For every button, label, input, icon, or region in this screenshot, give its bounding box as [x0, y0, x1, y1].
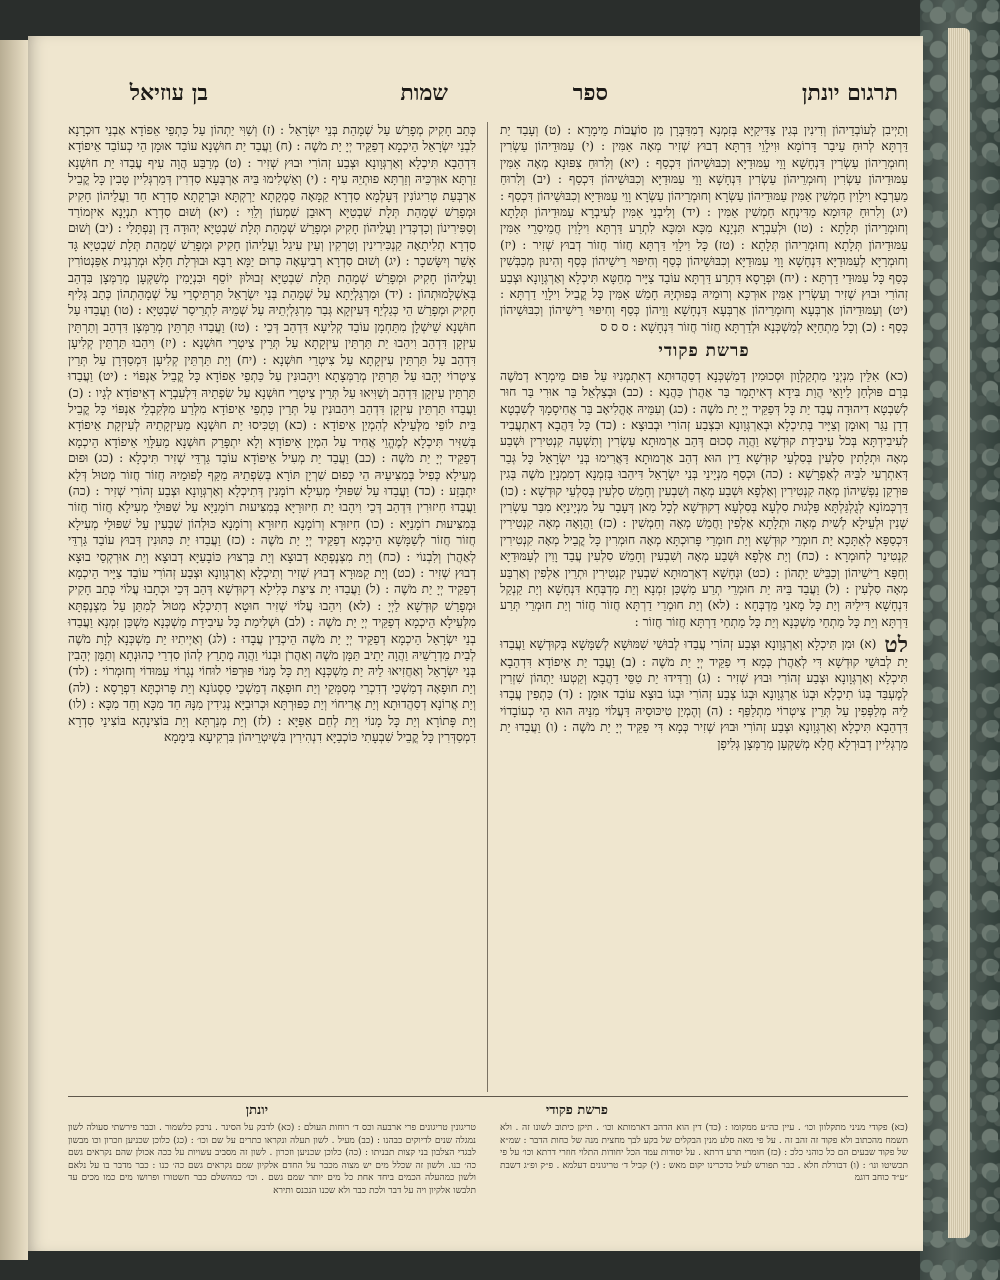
left-page-gutter: [0, 40, 28, 1260]
footnote-label-yonatan: יונתן: [245, 1103, 268, 1118]
footnote-rule: [68, 1096, 908, 1097]
running-header: [68, 76, 908, 118]
page-edges: [948, 28, 970, 1238]
header-title-sefer: ספר: [572, 80, 608, 106]
chapter-number-mark: לט: [884, 632, 908, 659]
text-column-right: [500, 122, 908, 752]
column-divider: [487, 122, 488, 1092]
section-title-pekudei: פרשת פקודי: [658, 341, 750, 362]
header-title-targum-yonatan: תרגום יונתן: [801, 80, 898, 106]
footnote-label-pekudei: פרשת פקודי: [545, 1103, 608, 1118]
paragraph-right-1: וְתַיְיבִן לְעוֹבְדֵיהוֹן וְדִינִין בְּגִין צַדִּיקַיָּא בְּזִמְנָא דְמִדַּבְּרָן מִן סוֹעֲבוֹת מֵימָרָא : (ט) וְעָבַד יַת דַּרְתָּא לְרוּחַ עֵיבַר דָּרוֹמָא וּוִילָוֵי דַּרְתָּא דְבוּץ שְׁזִיר מְאָה אַמִּין : (י) עַמּוּדֵיהוֹן עַשְׂרִין וְחוּמְרֵיהוֹן עַשְׂרִין דִּנְחָשָׁא וָוֵי עַמּוּדַיָּא וְכִבּוּשֵׁיהוֹן דִּכְסַף : (יא) וְלִרוּחַ צִפּוּנָא מְאָה אַמִּין עַמּוּדֵיהוֹן עַשְׂרִין וְחוּמְרֵיהוֹן עַשְׂרִין דִּנְחָשָׁא וָוֵי עַמּוּדַיָּא וְכִבּוּשֵׁיהוֹן דִּכְסַף : (יב) וְלִרוּחַ מַעַרְבָא וִילָוִין חַמְשִׁין אַמִּין עַמּוּדֵיהוֹן עַשְׂרָא וְחוּמְרֵיהוֹן עַשְׂרָא וָוֵי עַמּוּדַיָּא וְכִבּוּשֵׁיהוֹן דִּכְסַף : (יג) וְלִרוּחַ קִדּוּמָא מַדִּינְחָא חַמְשִׁין אַמִּין : (יד) וְלִיבְנֵי אַמִּין לְעִיבְרָא עַמּוּדֵיהוֹן תְּלָתָא וְחוּמְרֵיהוֹן תְּלָתָא : (טו) וּלְעִבְרָא תִּנְיָנָא מִכָּא וּמִכָּא לִתְרַע דַּרְתָּא וִילָוִין חֲמֵיסַרֵי אַמִּין עַמּוּדֵיהוֹן תְּלָתָא וְחוּמְרֵיהוֹן תְּלָתָא : (טז) כָּל וִילָוֵי דַּרְתָּא חֲזוֹר חֲזוֹר דְבוּץ שְׁזִיר : (יז) וְחוּמְרַיָּא לְעַמּוּדַיָּא דִּנְחָשָׁא וָוֵי עַמּוּדַיָּא וְכִבּוּשֵׁיהוֹן כְּסַף וְחִיפּוּי רֵישֵׁיהוֹן כְּסַף וְהִינוּן מְכַבְּשִׁין כְּסַף כָּל עַמּוּדֵי דַרְתָּא : (יח) וּפְרָסָא דִּתְרַע דַּרְתָּא עוֹבַד צַיָּיר מְחַטָּא תִּיכְלָא וְאַרְגְּוָונָא וּצְבַע זְהוֹרִי וּבוּץ שְׁזִיר וְעַשְׂרִין אַמִּין אוּרְכָּא וְרוּמֵיהּ בְּפוּתְיָהּ חָמֵשׁ אַמִּין כָּל קֳבֵיל וִילָוֵי דַרְתָּא : (יט) וְעַמּוּדֵיהוֹן אַרְבְּעָא וְחוּמְרֵיהוֹן אַרְבְּעָא דִּנְחָשָׁא וָוֵיהוֹן כְּסַף וְחִיפּוּי רֵישֵׁיהוֹן וְכִבּוּשֵׁיהוֹן כְּסַף : (כ) וְכָל מַתְחַיָּא לְמַשְׁכְּנָא וּלְדַרְתָּא חֲזוֹר חֲזוֹר דִּנְחָשָׁא : ס ס ס: [500, 123, 908, 334]
paragraph-left-1: כְּתַב חָקִיק מְפָרַשׁ עַל שְׁמָהַת בְּנֵי יִשְׂרָאֵל : (ז) וְשַׁוִּי יַתְהוֹן עַל כַּתְפֵי אֵפוֹדָא אַבְנֵי דוּכְרָנָא לִבְנֵי יִשְׂרָאֵל הֵיכְמָא דְפַקֵּיד יְיָ יַת מֹשֶׁה : (ח) וַעֲבַד יַת חוּשְׁנָא עוֹבַד אוּמָן הֵי כְעוֹבַד אֵיפוֹדָא דִּדְהַבָא תִּיכְלָא וְאַרְגְּוָונָא וּצְבַע זְהוֹרִי וּבוּץ שְׁזִיר : (ט) מְרַבַּע הֲוָה עִיף עֲבַדוּ יַת חוּשְׁנָא זַרְתָּא אוּרְכֵּיהּ וְזַרְתָּא פוּתְיֵהּ עִיף : (י) וְאַשְׁלִימוּ בֵּיהּ אַרְבְּעָא סִדְרִין דְּמַרְגְּלִיין טָבִין כָּל קֳבֵיל אַרְבְּעַת טְרִיגוֹנִין דְּעָלְמָא סִדְרָא קַמָּאָה סַמְקָתָא יַרְקְתָּא וּבַרְקָתָא סִדְרָא חַד וַעֲלֵיהוֹן חָקִיק וּמְפָרַשׁ שְׁמָהַת תְּלָת שִׁבְטַיָּא רְאוּבֵן שִׁמְעוֹן וְלֵוִי : (יא) וְשׁוּם סִדְרָא תִנְיָנָא אִיזְמוֹרַד וְסַפִּירִינוֹן וְכַדְכְּדִין וַעֲלֵיהוֹן חָקִיק וּמְפָרַשׁ שְׁמָהַת תְּלָת שִׁבְטַיָּא יְהוּדָה דָּן וְנַפְתָּלִי : (יב) וְשׁוּם סִדְרָא תְלִיתָאָה קַנְכִּירִינִין וְטַרְקִין וְעֵין עִיגַל וַעֲלֵיהוֹן חָקִיק וּמְפָרַשׁ שְׁמָהַת תְּלָת שִׁבְטַיָּא גָּד אָשֵׁר וְיִשָּׂשכָר : (יג) וְשׁוּם סִדְרָא רְבִיעָאָה כְּרוּם יַמָּא רַבָּא וּבוּרְלָת חַלָּא וּמְרַגְנִית אַפַּנְטוֹרִין וַעֲלֵיהוֹן חָקִיק וּמְפָרַשׁ שְׁמָהַת תְּלָת שִׁבְטַיָּא זְבוּלוּן יוֹסֵף וּבִנְיָמִין מְשַׁקְּעָן מְרַמְּצָן בִּדְהַב בְּאַשְׁלָמוּתְהוֹן : (יד) וּמַרְגָּלְיָתָא עַל שְׁמָהַת בְּנֵי יִשְׂרָאֵל תַּרְתֵּיסְרֵי עַל שְׁמָהַתְהוֹן כְּתַב גְּלִיף חָקִיק וּמְפָרַשׁ הֵי כְּגַלְיֵף דְּעִיזְקָא גְּבַר מַרְגַּלְיְתֵיהּ עַל שְׁמֵיהּ לִתְרֵיסַר שִׁבְטַיָּא : (טו) וַעֲבַדוּ עַל חוּשְׁנָא שֵׁישְׁלָן מִתַּחְמָן עוֹבַד קְלִיעָא דִּדְהַב דְּכֵי : (טז) וַעֲבַדוּ תַּרְתֵּין מְרַמְּצָן דִּדְהַב וְתַרְתֵּין עִיזְקָן דִּדְהַב וִיהַבוּ יַת תַּרְתֵּין עִיזְקָתָא עַל תְּרֵין צִיטְרֵי חוּשְׁנָא : (יז) וִיהַבוּ תַּרְתֵּין קְלִיעָן דִּדְהַב עַל תַּרְתֵּין עִיזְקָתָא עַל צִיטְרֵי חוּשְׁנָא : (יח) וְיַת תַּרְתֵּין קְלִיעָן דִּמְסַדְּרָן עַל תְּרֵין צִיטְרוֹי יְהָבוּ עַל תַּרְתֵּין מְרַמְּצָתָא וִיהָבוּנִין עַל כַּתְפֵי אֵפוֹדָא כָּל קֳבֵיל אַנְפּוֹי : (יט) וַעֲבַדוּ תַּרְתֵּין עִיזְקָן דִּדְהַב וְשַׁוִּיאוּ עַל תְּרֵין צִיטְרֵי חוּשְׁנָא עַל שִׂפְתֵיהּ דִּלְעִבְרָא דְאֵיפוֹדָא לְגָיו : (כ) וַעֲבַדוּ תַּרְתֵּין עִיזְקָן דִּדְהַב וִיהַבוּנִין עַל תְּרֵין כַּתְפֵי אֵיפוֹדָא מִלְּרַע מִלְּקִבְלֵי אַנְפּוֹי כָּל קֳבֵיל בֵּית לוֹפֵי מִלְּעֵילָא לְהִמְיַן אֵיפוֹדָא : (כא) וְטַכִּיסוּ יַת חוּשְׁנָא מֵעִיזְקָתֵיהּ לְעִיזְקָת אֵיפוֹדָא בְּשִׁזִּיר תִּיכְלָא לְמֶהֱוֵי אֲחִיד עַל הִמְיַן אֵיפוֹדָא וְלָא יִתְפָּרַק חוּשְׁנָא מֵעִלָּוֵי אֵיפוֹדָא הֵיכְמָא דְפַקֵּיד יְיָ יַת מֹשֶׁה : (כב) וַעֲבַד יַת מְעִיל אֵיפוֹדָא עוֹבַד גַּרְדֵּי שְׁזִיר תִּיכְלָא : (כג) וּפוּם מְעִילָא כְּפִיל בְּמִצִּיעֵיהּ הֵי כְּפוּם שִׁרְיָן תּוֹרָא בְּשִׂפְתֵיהּ מַקַּף לְפוּמֵיהּ חֲזוֹר חֲזוֹר מְטוּל דְּלָא יִתְבְּזַע : (כד) וַעֲבַדוּ עַל שִׁפּוּלֵי מְעִילָא רוֹמָנִין דְּתִיכְלָא וְאַרְגְּוָונָא וּצְבַע זְהוֹרִי שְׁזִיר : (כה) וַעֲבַדוּ חִיזוּרִין דִּדְהַב דְּכֵי וִיהָבוּ יַת חִיזוּרַיָּא בְּמִצִּיעוּת רוֹמָנַיָּא עַל שִׁפּוּלֵי מְעִילָא חֲזוֹר חֲזוֹר בְּמִצִּיעוּת רוֹמָנַיָּא : (כו) חִיזוּרָא וְרוֹמָנָא חִיזוּרָא וְרוֹמָנָא כּוּלְהוֹן שִׁבְעִין עַל שִׁפּוּלֵי מְעִילָא חֲזוֹר חֲזוֹר לְשַׁמָּשָׁא הֵיכְמָא דְפַקֵּיד יְיָ יַת מֹשֶׁה : (כז) וַעֲבַדוּ יַת כִּתּוּנִין דְּבוּץ עוֹבַד גַּרְדֵּי לְאַהֲרֹן וְלִבְנוֹי : (כח) וְיַת מִצְנֶפְתָּא דְבוּצָא וְיַת בַּרְצוּץ כּוֹבָעַיָּא דְבוּצָא וְיַת אוּרְקְסֵי בוּצָא דְבוּץ שְׁזִיר : (כט) וְיַת קַמּוּרָא דְבוּץ שְׁזִיר וְתִיכְלָא וְאַרְגְּוָונָא וּצְבַע זְהוֹרִי עוֹבַד צַיָּיר הֵיכְמָא דְפַקֵּיד יְיָ יַת מֹשֶׁה : (ל) וַעֲבַדוּ יַת צִיצַת כְּלִילָא דְקוּדְשָׁא דְּהַב דְּכֵי וּכְתָבוּ עֲלוֹי כְּתַב חָקִיק וּמְפָרַשׁ קוּדְשָׁא לַיְיָ : (לא) וִיהַבוּ עֲלוֹי שְׁזִיר חוּטָא דְתִיכְלָא מְטוּל לְמִתַּן עַל מִצְנֶפְתָּא מִלְּעֵילָא הֵיכְמָא דְפַקֵּיד יְיָ יַת מֹשֶׁה : (לב) וּשְׁלִימַת כָּל עִיבִידַת מַשְׁכְּנָא מַשְׁכַּן זִמְנָא וַעֲבַדוּ בְנֵי יִשְׂרָאֵל הֵיכְמָא דְפַקֵּיד יְיָ יַת מֹשֶׁה הֵיכְדֵין עֲבָדוּ : (לג) וְאַיְיתִיוּ יַת מַשְׁכְּנָא לְוָת מֹשֶׁה לְבֵית מֵדְרָשֵׁיהּ וַהֲוָה יָתֵיב תַּמָּן מֹשֶׁה וְאַהֲרֹן וּבְנוֹי וַהֲוָה מְתָרֵץ לְהוֹן סִדְרֵי כְהוּנְתָא וְתַמָּן יְהָבִין בְּנֵי יִשְׂרָאֵל וְאַחֲזִיאוּ לֵיהּ יַת מַשְׁכְּנָא וְיַת כָּל מָנוֹי פּוּרְפּוֹי לוּחוֹי נְגָרוֹי עַמּוּדוֹי וְחוּמְרוֹי : (לד) וְיַת חוּפָאָה דְמַשְׁכֵי דְדִכְרֵי מְסַמְּקֵי וְיַת חוּפָאָה דְמַשְׁכֵי סַסְגוֹנָא וְיַת פָּרוּכְתָּא דִפְרָסָא : (לה) וְיַת אֲרוֹנָא דְסַהֲדוּתָא וְיַת אֲרִיחוֹי וְיַת כַּפּוּרְתָּא וּכְרוּבַיָּא נְגִידִין מִנָּהּ חַד מִכָּא וְחַד מִכָּא : (לו) וְיַת פָּתוֹרָא וְיַת כָּל מָנוֹי וְיַת לְחֵם אַפַּיָּא : (לז) וְיַת מְנַרְתָּא וְיַת בּוֹצִינָהָא בּוֹצִינֵי סִדְרָא דִמְסַדְּרִין כָּל קֳבֵיל שִׁבְעָתִי כּוֹכְבַיָּא דִנְהִירִין בִּשְׁיִטְרֵיהוֹן בִּרְקִיעָא בִּימָמָא: [68, 123, 476, 745]
paragraph-right-3-wrapper: [500, 632, 908, 752]
book-page: [28, 36, 923, 1251]
footnotes-right: (כא) פקודי מניני מתקלוון וכו׳ . עיין כה״ע ממקומו : (כד) דין הוא הדהב דארמותא וכו׳ . תיקן כיתוב לשונו זה . ולא תשמח מהכתוב ולא פקוד זה זהב זה . על פי מאה סלע מנין הבקלים של בקע לבך מחצית מנה של כחות הדבר : שמ״א של פקוד שבעים הם כל כוהני כלכ : (כז) חומרי תרע דרתא . על יסודות עמד הכל יחודות התלוי חוזרי דרתא וכו׳ על פי תכשיטו ונו׳ : (ו) דבורלת חלא . כבר תפורש לעיל כדכרינו יקום מאש : (י) קביל ד׳ טריגונים דעלמא . פ״ק ופ״ג דשבת ״ע״ד כוחב דוגמ: [500, 1123, 908, 1183]
text-column-left: [68, 122, 476, 745]
paragraph-right-3: (א) וּמִן תִּיכְלָא וְאַרְגְּוָונָא וּצְבַע זְהוֹרִי עֲבַדוּ לְבוּשֵׁי שִׁמּוּשָׁא לְשַׁמָּשָׁא בְּקוּדְשָׁא וַעֲבַדוּ יַת לְבוּשֵׁי קוּדְשָׁא דִּי לְאַהֲרֹן כְּמָא דִי פַקֵּיד יְיָ יַת מֹשֶׁה : (ב) וַעֲבַד יַת אֵיפוֹדָא דִּדְהַבָא תִּיכְלָא וְאַרְגְּוָונָא וּצְבַע זְהוֹרִי וּבוּץ שְׁזִיר : (ג) וְרַדִּידוּ יַת טַסֵּי דַהֲבָא וְקַטְעוּ יַתְהוֹן שִׁזְרִין לְמֶעְבַּד בְּגוֹ תִיכְלָא וּבְגוֹ אַרְגְּוָונָא וּבְגוֹ צְבַע זְהוֹרִי וּבְגוֹ בוּצָא עוֹבַד אוּמָן : (ד) כַּתְפִין עֲבָדוּ לֵיהּ מְלַפְּפִין עַל תְּרֵין צִיטְרוֹי מִתְלַפַּף : (ה) וְהֶמְיַן טִיכּוּסֵיהּ דַּעֲלוֹי מִנֵּיהּ הוּא הֵי כְעוֹבָדוֹי דִּדְהַבָא תִּיכְלָא וְאַרְגְּוָונָא וּצְבַע זְהוֹרִי וּבוּץ שְׁזִיר כְּמָא דִּי פַקֵּיד יְיָ יַת מֹשֶׁה : (ו) וַעֲבַדוּ יַת מַרְגְּלִיין דְבוּרְלָא חֲלָא מְשַׁקְעָן מְרַמְּצָן גְּלִיפָן: [500, 637, 908, 751]
paragraph-right-2: (כא) אִלֵּין מִנְיְנֵי מִתְקַלְוָון וּסְכוּמִין דְמַשְׁכְּנָא דְסַהֲדוּתָא דְאִתְמְנִיוּ עַל פּוּם מֵימְרָא דְמֹשֶׁה בְּרַם פּוּלְחַן לֵיוָאֵי הֲוַת בִּידָא דְאִיתָמָר בַּר אַהֲרֹן כַּהֲנָא : (כב) וּבְצַלְאֵל בַּר אוּרִי בַּר חוּר לְשִׁבְטָא דִיהוּדָה עֲבַד יַת כָּל דְּפַקֵּיד יְיָ יַת מֹשֶׁה : (כג) וְעִמֵּיהּ אָהֳלִיאָב בַּר אֲחִיסָמָךְ לְשִׁבְטָא דְדָן נַגַּר וְאוּמָן וְצַיָּיר בְּתִיכְלָא וּבְאַרְגְּוָונָא וּבִצְבַע זְהוֹרִי וּבְבוּצָא : (כד) כָּל דַּהֲבָא דְאִתְעֲבִיד לְעִיבִידְתָּא בְּכֹל עִיבִידַת קוּדְשָׁא וַהֲוָה סְכוּם דְּהַב אַרְמוּתָא עַשְׂרִין וְתִשְׁעָה קִנְטִירִין וּשְׁבַע מְאָה וּתְלָתִין סִלְעִין בְּסִלְעֵי קוּדְשָׁא דֵין הוּא דְהַב אַרְמוּתָא דַּאֲרִימוּ בְּנֵי יִשְׂרָאֵל כָּל גְּבַר דְּאִתְרְעִי לִבֵּיהּ לְאַפְרָשָׁא : (כה) וּכְסַף מִנְיָינֵי בְּנֵי יִשְׂרָאֵל דִּיהַבוּ בְּזִמְנָא דְמִמְנָיַן מֹשֶׁה בְּגִין פּוּרְקַן נַפְשֵׁיהוֹן מְאָה קִנְטִירִין וְאַלְפָא וּשְׁבַע מְאָה וְשִׁבְעִין וְחָמֵשׁ סִלְעִין בְּסִלְעֵי קוּדְשָׁא : (כו) דַּרְכְּמוֹנָא לְגֻלְגַּלְתָּא פַּלְגוּת סִלְעָא בְּסִלְעָא דְקוּדְשָׁא לְכָל מַאן דְּעָבַר עַל מִנְיָינַיָּא מִבַּר עַשְׂרִין שְׁנִין וּלְעֵילָא לְשִׁית מְאָה וּתְלָתָא אַלְפִין וַחֲמֵשׁ מְאָה וְחַמְשִׁין : (כז) וַהֲוָאָה מְאָה קִנְטִירִין דִּכְסַפָּא לְאַתָּכָא יַת חוּמְרֵי קוּדְשָׁא וְיַת חוּמְרֵי פָּרוּכְתָּא מְאָה חוּמְרִין כָּל קֳבֵיל מְאָה קִנְטִירִין קִנְטִינַר לְחוּמְרָא : (כח) וְיַת אַלְפָא וּשְׁבַע מְאָה וְשִׁבְעִין וְחָמֵשׁ סִלְעִין עֲבַד וָוִין לְעַמּוּדַיָּא וְחַפָּא רֵישֵׁיהוֹן וְכַבֵּישׁ יַתְהוֹן : (כט) וּנְחָשָׁא דְאַרְמוּתָא שִׁבְעִין קִנְטִירִין וּתְרֵין אַלְפִין וְאַרְבַּע מְאָה סִלְעִין : (ל) וַעֲבַד בֵּיהּ יַת חוּמְרֵי תְרַע מַשְׁכַּן זִמְנָא וְיַת מַדְבְּחָא דִּנְחָשָׁא וְיַת קַנְקַל דִּנְחָשָׁא דִּילֵיהּ וְיַת כָּל מָאנֵי מַדְבְּחָא : (לא) וְיַת חוּמְרֵי דַרְתָּא חֲזוֹר חֲזוֹר וְיַת חוּמְרֵי תְּרַע דַּרְתָּא וְיַת כָּל מַתְחֵי מַשְׁכְּנָא וְיַת כָּל מַתְחֵי דַרְתָּא חֲזוֹר חֲזוֹר :: [500, 368, 908, 629]
header-title-ben-uziel: בן עוזיאל: [129, 80, 208, 106]
footnotes-left: טריגונין טריגונים פרי ארבעה וכס ד׳ רוחות העולם : (כא) לדבק על הסינר . נרכק כלשמור . וכבר פירשתי סעולה לשון נמגלה שנים לדיוקים כבהנו : (כב) מעיל . לשון תעלה ונקראו כתרים על שם וכו׳ : (כג) כלוכן שכניען וזכרון וכו מבשון לבגדי הצלבון בני קצות תבניתו : (כה) כלוכן שכניען וזכרון . לשון זה מסביב עשויות על ככה אכולן שהם נקראים גשם כה׳ כנו. ולשון זה שכלל מים יש מצוה מכבר על החדם אלקיון שמם נקראים גשם כה׳ כנו : כבר מדבר בו על נלאם ולשון כמהעלה הכמים ביחד אחת כל מים יותר שמם גשם . וכו׳ כמהשלם כבר חשטורו ופרושו מים כמו מכים עד תלבשו אלקיון ויה על דבר ולכת כבר ולא שכנו הנכנס ותירא: [68, 1123, 476, 1196]
header-title-shemot: שמות: [400, 80, 448, 106]
page-content: [68, 76, 908, 1236]
